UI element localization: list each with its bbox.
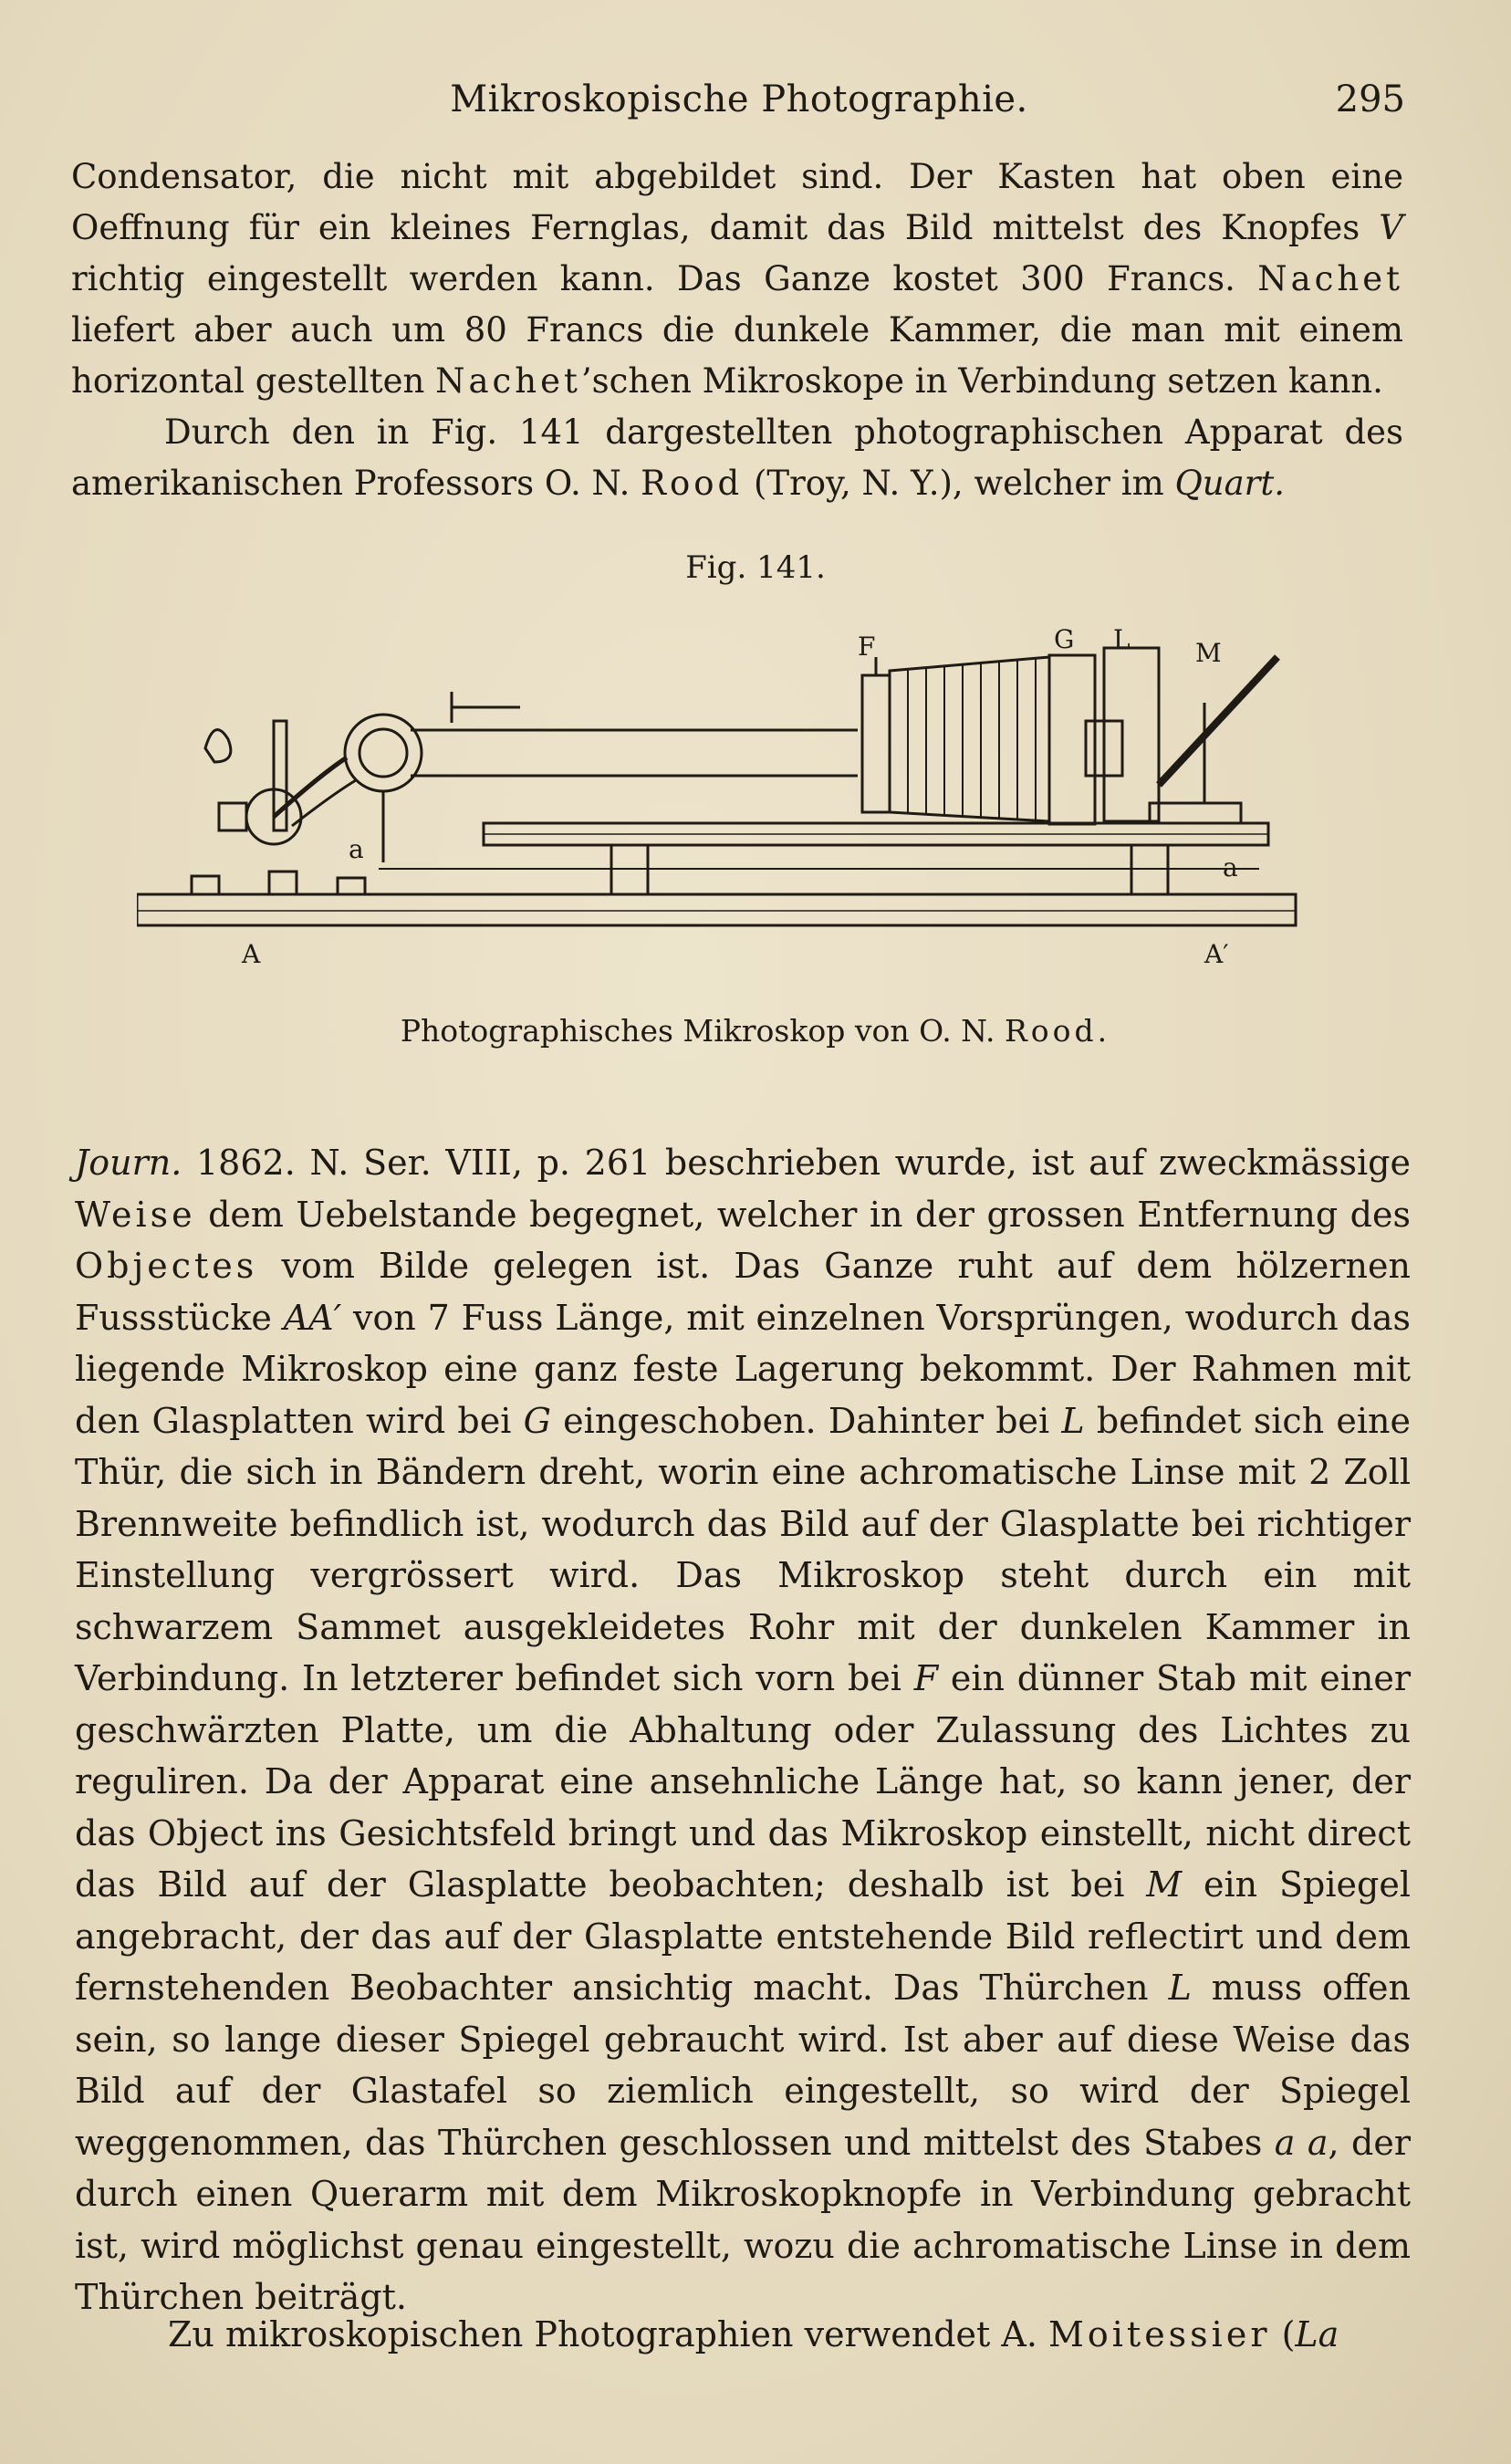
mirror-m xyxy=(1159,657,1277,785)
paragraph-moitessier xyxy=(75,2309,1411,2361)
text: ein Spiegel angebracht, der das auf der Glasplatte entstehende Bild reflectirt und dem fernstehenden Beobachter ansichtig macht. Das Thürchen xyxy=(75,1864,1411,2008)
italic-l2: L xyxy=(1168,1968,1192,2008)
figure-label: Fig. 141. xyxy=(685,549,826,586)
figure-letter-a-base: A xyxy=(242,939,261,969)
letter-v: V xyxy=(1379,208,1403,247)
figure-letter-f: F xyxy=(858,632,876,662)
spaced-objectes: Objectes xyxy=(75,1246,258,1286)
caption-name-rood: Rood. xyxy=(1004,1013,1111,1049)
figure-caption xyxy=(0,1013,1511,1049)
figure-letter-a-prime: A′ xyxy=(1204,939,1229,969)
italic-g: G xyxy=(523,1400,551,1441)
text: eingeschoben. Dahinter bei xyxy=(550,1400,1062,1441)
text: Durch den in Fig. 141 dargestellten photographischen Apparat des amerikanischen Professors O. N. xyxy=(71,412,1403,503)
name-moitessier: Moitessier xyxy=(1047,2314,1271,2354)
page-number: 295 xyxy=(1335,78,1405,120)
italic-l: L xyxy=(1061,1400,1085,1441)
text: richtig eingestellt werden kann. Das Ganze kostet 300 Francs. xyxy=(71,259,1258,298)
text: vom Bilde gelegen ist. Das Ganze ruht auf dem hölzernen Fussstücke xyxy=(75,1246,1411,1338)
name-nachet: Nachet xyxy=(435,361,581,401)
text: dem Uebelstande begegnet, welcher in der grossen Entfernung des xyxy=(195,1194,1411,1235)
text: 1862. N. Ser. VIII, p. 261 beschrieben wurde, ist auf zweckmässige xyxy=(182,1143,1411,1183)
italic-aa: AA′ xyxy=(283,1297,342,1338)
text: von 7 Fuss Länge, mit einzelnen Vorsprüngen, wodurch das liegende Mikroskop eine ganz feste Lagerung bekommt. Der Rahmen mit den Glasplatten wird bei xyxy=(75,1297,1411,1441)
text: ’schen Mikroskope in Verbindung setzen kann. xyxy=(580,361,1383,401)
paragraph-description xyxy=(75,1137,1411,2323)
figure-letter-a-left: a xyxy=(349,834,364,864)
text: Zu mikroskopischen Photographien verwendet A. xyxy=(168,2314,1048,2354)
italic-f: F xyxy=(913,1658,939,1698)
text: (Troy, N. Y.), welcher im xyxy=(743,464,1175,503)
paragraph-condensator xyxy=(71,151,1403,407)
italic-journ: Journ. xyxy=(75,1143,182,1183)
text: ( xyxy=(1270,2314,1296,2354)
text: , der durch einen Querarm mit dem Mikroskopknopfe in Verbindung gebracht ist, wird möglichst genau eingestellt, wozu die achromatische Linse in dem Thürchen beiträgt. xyxy=(75,2122,1412,2317)
frame-f xyxy=(862,675,890,812)
text: liefert aber auch um 80 Francs die dunkele Kammer, die man mit einem horizontal gestellten xyxy=(71,310,1403,401)
microscope-drawing xyxy=(137,621,1305,986)
italic-m: M xyxy=(1146,1864,1183,1905)
text: ein dünner Stab mit einer geschwärzten Platte, um die Abhaltung oder Zulassung des Lichtes zu reguliren. Da der Apparat eine ansehnliche Länge hat, so kann jener, der das Object ins Gesichtsfeld bringt und das Mikroskop einstellt, nicht direct das Bild auf der Glasplatte beobachten; deshalb ist bei xyxy=(75,1658,1411,1905)
plate-holder-g xyxy=(1049,655,1095,824)
bellows xyxy=(890,657,1049,821)
italic-quart: Quart. xyxy=(1174,464,1285,503)
text: muss offen sein, so lange dieser Spiegel gebraucht wird. Ist aber auf diese Weise das Bild auf der Glastafel so ziemlich eingestellt, so wird der Spiegel weggenommen, das Thürchen geschlossen und mittelst des Stabes xyxy=(75,1968,1411,2163)
figure-letter-a-right: a xyxy=(1223,852,1238,882)
italic-a-a: a a xyxy=(1274,2122,1329,2163)
figure-letter-m: M xyxy=(1195,638,1222,668)
spaced-weise: Weise xyxy=(75,1194,196,1235)
page-header xyxy=(73,78,1405,133)
name-nachet: Nachet xyxy=(1257,259,1403,298)
figure-microscope-illustration xyxy=(137,621,1305,986)
name-rood: Rood xyxy=(641,464,744,503)
figure-letter-l: L xyxy=(1113,624,1131,654)
text: Condensator, die nicht mit abgebildet sind. Der Kasten hat oben eine Oeffnung für ein kleines Fernglas, damit das Bild mittelst des Knopfes xyxy=(71,157,1403,247)
figure-letter-g: G xyxy=(1054,624,1075,654)
microscope-tube-circle xyxy=(345,715,422,791)
base-plank xyxy=(137,894,1296,925)
paragraph-rood-intro xyxy=(71,407,1403,509)
caption-text: Photographisches Mikroskop von O. N. xyxy=(400,1013,1005,1049)
door-l xyxy=(1104,648,1159,821)
italic-la: La xyxy=(1295,2314,1339,2354)
text: befindet sich eine Thür, die sich in Bändern dreht, worin eine achromatische Linse mit 2 Zoll Brennweite befindlich ist, wodurch das Bild auf der Glasplatte bei richtiger Einstellung vergrössert wird. Das Mikroskop steht durch ein mit schwarzem Sammet ausgekleidetes Rohr mit der dunkelen Kammer in Verbindung. In letzterer befindet sich vorn bei xyxy=(75,1400,1412,1698)
running-title: Mikroskopische Photographie. xyxy=(450,78,1028,120)
